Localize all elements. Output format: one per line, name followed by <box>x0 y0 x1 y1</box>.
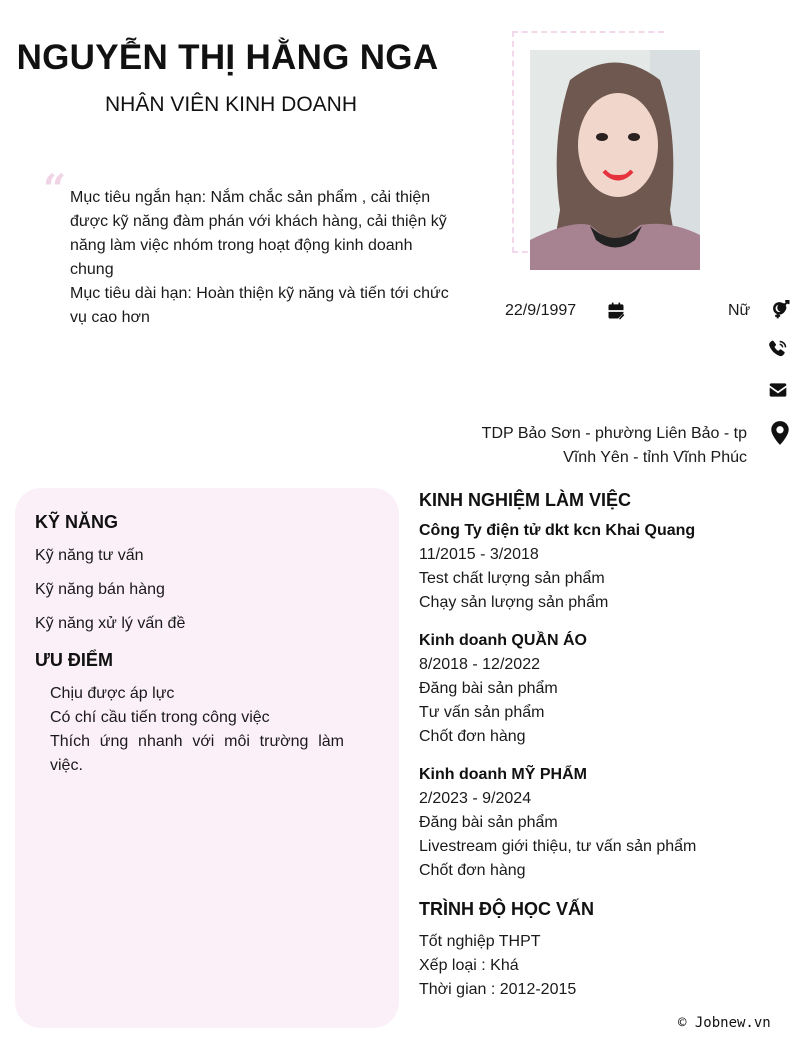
strengths-list <box>50 682 344 778</box>
candidate-name: NGUYỄN THỊ HẰNG NGA <box>16 38 439 77</box>
map-pin-icon <box>769 420 791 446</box>
job-entry <box>419 629 789 749</box>
education-line: Xếp loại : Khá <box>419 957 519 974</box>
experience-section <box>419 490 789 1002</box>
education-line: Thời gian : 2012-2015 <box>419 981 577 998</box>
address-line-1: TDP Bảo Sơn - phường Liên Bảo - tp <box>481 425 747 442</box>
job-entry <box>419 519 789 615</box>
education-line: Tốt nghiệp THPT <box>419 933 541 950</box>
strength-item: Thích ứng nhanh với môi trường làm việc. <box>50 733 344 774</box>
job-duty: Chốt đơn hàng <box>419 862 526 879</box>
job-duty: Đăng bài sản phẩm <box>419 680 558 697</box>
education-details <box>419 930 789 1002</box>
skills-panel <box>15 488 399 1028</box>
strength-item: Chịu được áp lực <box>50 685 175 702</box>
job-title: NHÂN VIÊN KINH DOANH <box>104 93 358 116</box>
education-heading: TRÌNH ĐỘ HỌC VẤN <box>419 899 594 919</box>
address <box>440 422 747 470</box>
calendar-icon <box>605 300 627 322</box>
address-line-2: Vĩnh Yên - tỉnh Vĩnh Phúc <box>563 449 747 466</box>
job-duty: Test chất lượng sản phẩm <box>419 570 605 587</box>
strengths-heading: ƯU ĐIỂM <box>35 650 113 670</box>
copyright-footer: © Jobnew.vn <box>678 1015 771 1031</box>
job-duty: Đăng bài sản phẩm <box>419 814 558 831</box>
gender: Nữ <box>728 302 751 319</box>
job-company: Công Ty điện tử dkt kcn Khai Quang <box>419 522 696 539</box>
job-company: Kinh doanh QUẦN ÁO <box>419 632 587 649</box>
job-duty: Tư vấn sản phẩm <box>419 704 545 721</box>
job-company: Kinh doanh MỸ PHẨM <box>419 766 587 783</box>
job-period: 2/2023 - 9/2024 <box>419 790 532 807</box>
envelope-icon <box>767 379 789 401</box>
objective-short-term: Mục tiêu ngắn hạn: Nắm chắc sản phẩm , cải thiện được kỹ năng đàm phán với khách hàng, cải thiện kỹ năng làm việc nhóm trong hoạt động kinh doanh chung <box>70 189 447 278</box>
skill-item: Kỹ năng xử lý vấn đề <box>35 615 186 632</box>
gender-icon <box>770 299 792 321</box>
birthdate: 22/9/1997 <box>505 302 577 319</box>
quote-icon: “ <box>43 166 67 213</box>
objective-long-term: Mục tiêu dài hạn: Hoàn thiện kỹ năng và tiến tới chức vụ cao hơn <box>70 285 449 326</box>
skill-item: Kỹ năng tư vấn <box>35 547 144 564</box>
job-entry <box>419 763 789 883</box>
avatar-photo <box>530 50 700 270</box>
job-duty: Chốt đơn hàng <box>419 728 526 745</box>
job-period: 8/2018 - 12/2022 <box>419 656 540 673</box>
experience-heading: KINH NGHIỆM LÀM VIỆC <box>419 490 632 510</box>
career-objective <box>70 186 455 330</box>
skills-heading: KỸ NĂNG <box>35 512 119 532</box>
phone-icon <box>767 338 789 360</box>
job-period: 11/2015 - 3/2018 <box>419 546 539 563</box>
job-duty: Livestream giới thiệu, tư vấn sản phẩm <box>419 838 697 855</box>
strength-item: Có chí cầu tiến trong công việc <box>50 709 270 726</box>
skill-item: Kỹ năng bán hàng <box>35 581 165 598</box>
job-duty: Chạy sản lượng sản phẩm <box>419 594 609 611</box>
